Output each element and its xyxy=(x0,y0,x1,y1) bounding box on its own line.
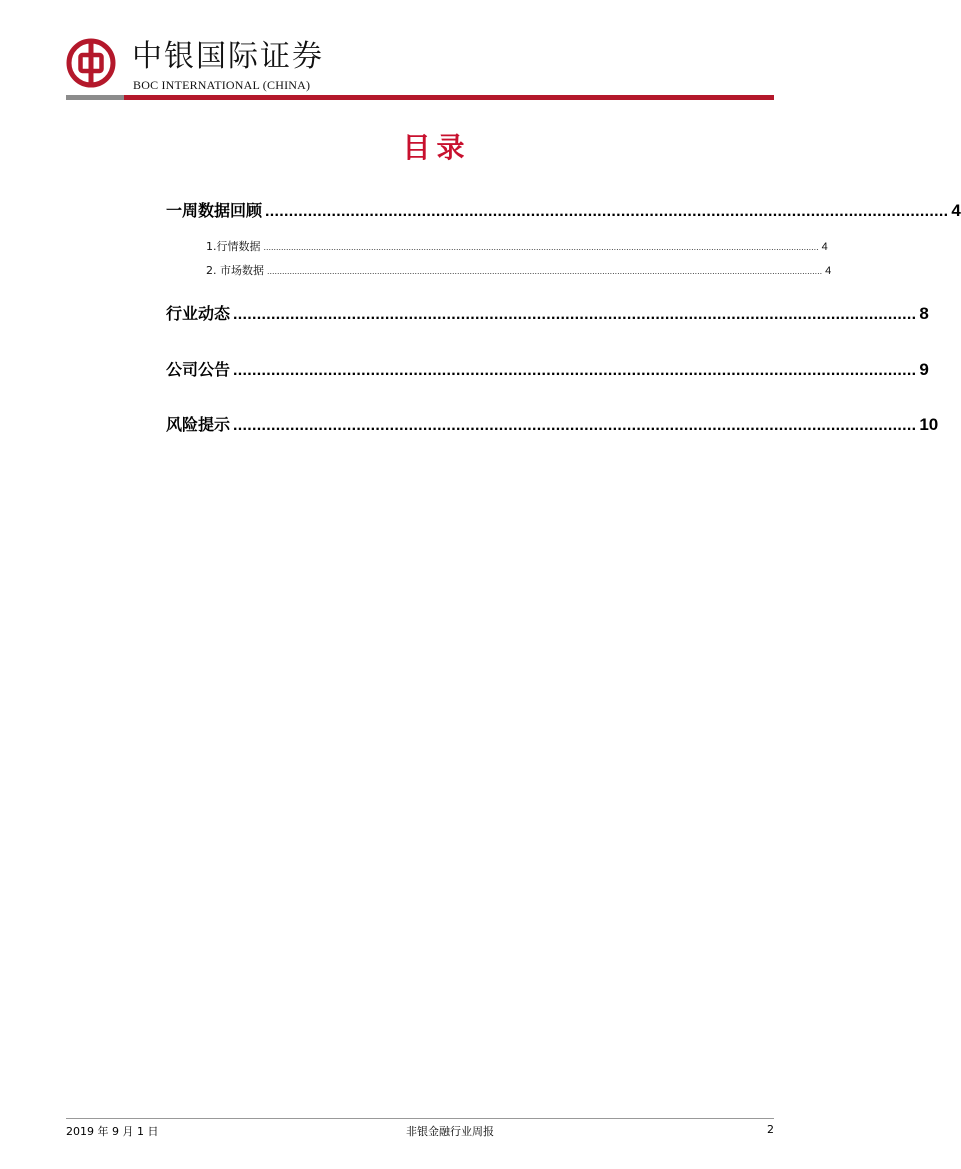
toc-entry-label: 行业动态 xyxy=(166,304,231,323)
toc-entry-page: 4 xyxy=(951,201,961,220)
toc-title: 目录 xyxy=(402,131,471,164)
toc-entry-label: 公司公告 xyxy=(166,360,231,379)
toc-leader-dots: ................................................................................................................................................ xyxy=(233,306,917,323)
footer-report-name: 非银金融行业周报 xyxy=(406,1125,494,1138)
toc-entry-page: 9 xyxy=(919,360,929,379)
toc-leader-dots: .............................................................................................................................................................................................................................. xyxy=(267,266,823,276)
toc-leader-dots: ................................................................................................................................................ xyxy=(265,203,949,220)
footer-page-number: 2 xyxy=(767,1123,774,1136)
boc-logo-icon xyxy=(66,38,116,88)
toc-entry-label: 2. 市场数据 xyxy=(206,264,264,277)
toc-entry-label: 一周数据回顾 xyxy=(166,201,263,220)
toc-entry-company-announcements[interactable] xyxy=(166,357,929,379)
toc-entry-page: 8 xyxy=(919,304,929,323)
toc-leader-dots: ................................................................................................................................................ xyxy=(233,417,917,434)
toc-entry-page: 4 xyxy=(825,265,832,277)
brand-name-cn: 中银国际证券 xyxy=(132,39,324,74)
toc-entry-weekly-data-review[interactable] xyxy=(166,198,961,220)
toc-entry-market-quotes[interactable] xyxy=(206,238,828,254)
brand-name-en: BOC INTERNATIONAL (CHINA) xyxy=(133,78,311,92)
toc-entry-page: 4 xyxy=(821,241,828,253)
toc-leader-dots: .............................................................................................................................................................................................................................. xyxy=(263,242,819,252)
footer-date: 2019 年 9 月 1 日 xyxy=(66,1125,159,1138)
toc-entry-label: 1.行情数据 xyxy=(206,240,261,253)
footer-rule xyxy=(66,1118,774,1119)
header-rule-red xyxy=(124,95,774,100)
toc-entry-industry-news[interactable] xyxy=(166,301,929,323)
header-rule-gray xyxy=(66,95,124,100)
toc-leader-dots: ................................................................................................................................................ xyxy=(233,362,917,379)
toc-entry-page: 10 xyxy=(919,415,939,434)
toc-entry-label: 风险提示 xyxy=(166,415,231,434)
toc-entry-market-data[interactable] xyxy=(206,262,832,278)
toc-entry-risk-warning[interactable] xyxy=(166,412,939,434)
